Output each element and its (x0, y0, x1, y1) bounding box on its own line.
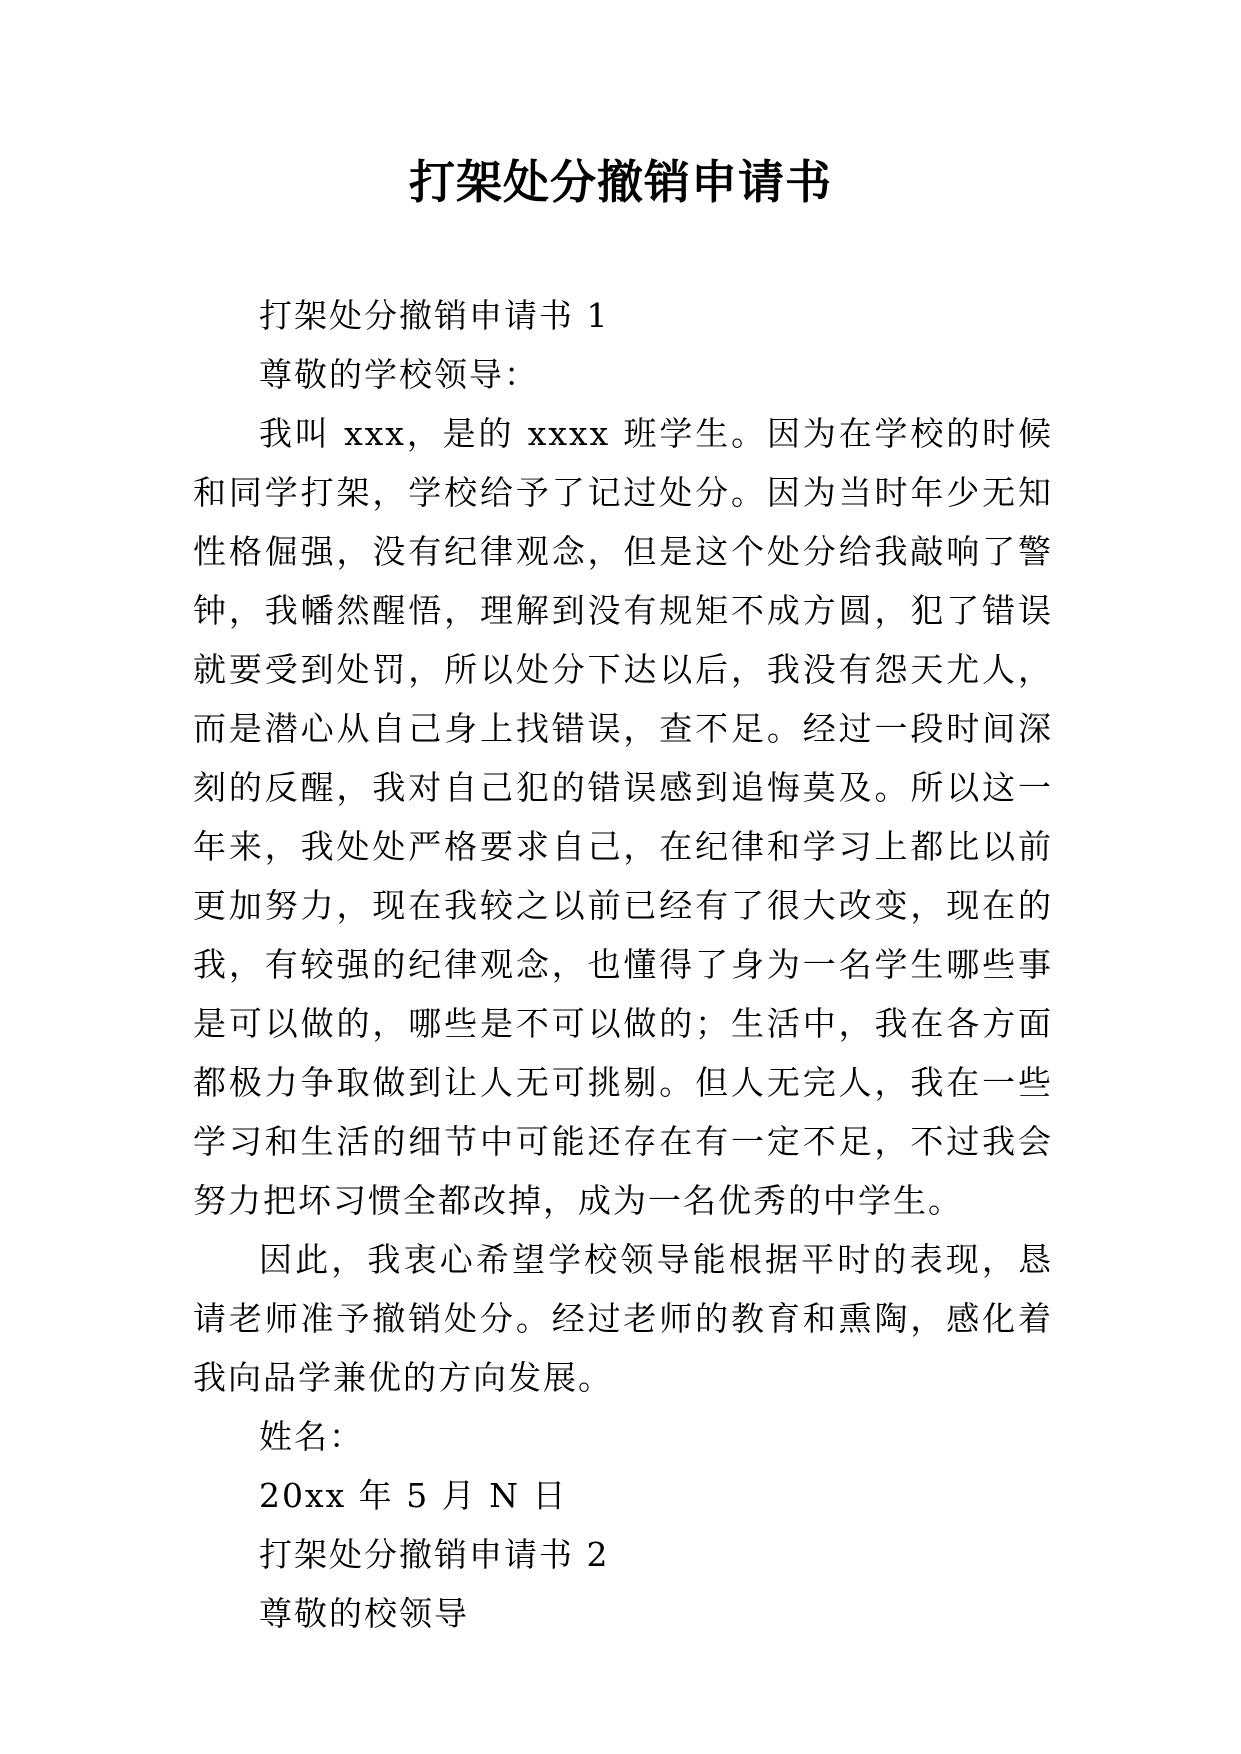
letter-1-heading: 打架处分撤销申请书 1 (259, 296, 610, 335)
document-body (193, 286, 1053, 1643)
letter-1-request-paragraph: 因此，我衷心希望学校领导能根据平时的表现，恳请老师准予撤销处分。经过老师的教育和熏陶，感化着我向品学兼优的方向发展。 (193, 1240, 1053, 1397)
letter-1-salutation: 尊敬的学校领导： (259, 355, 539, 394)
letter-2-heading: 打架处分撤销申请书 2 (259, 1535, 610, 1574)
document-title: 打架处分撤销申请书 (409, 155, 832, 209)
letter-1-body-paragraph: 我叫 xxx，是的 xxxx 班学生。因为在学校的时候和同学打架，学校给予了记过处分。因为当时年少无知性格倔强，没有纪律观念，但是这个处分给我敲响了警钟，我幡然醒悟，理解到没有规矩不成方圆，犯了错误就要受到处罚，所以处分下达以后，我没有怨天尤人，而是潜心从自己身上找错误，查不足。经过一段时间深刻的反醒，我对自己犯的错误感到追悔莫及。所以这一年来，我处处严格要求自己，在纪律和学习上都比以前更加努力，现在我较之以前已经有了很大改变，现在的我，有较强的纪律观念，也懂得了身为一名学生哪些事是可以做的，哪些是不可以做的；生活中，我在各方面都极力争取做到让人无可挑剔。但人无完人，我在一些学习和生活的细节中可能还存在有一定不足，不过我会努力把坏习惯全都改掉，成为一名优秀的中学生。 (193, 414, 1053, 1220)
signature-name-line: 姓名： (259, 1417, 364, 1456)
signature-date-line: 20xx 年 5 月 N 日 (259, 1476, 568, 1515)
letter-2-salutation: 尊敬的校领导 (259, 1594, 469, 1633)
